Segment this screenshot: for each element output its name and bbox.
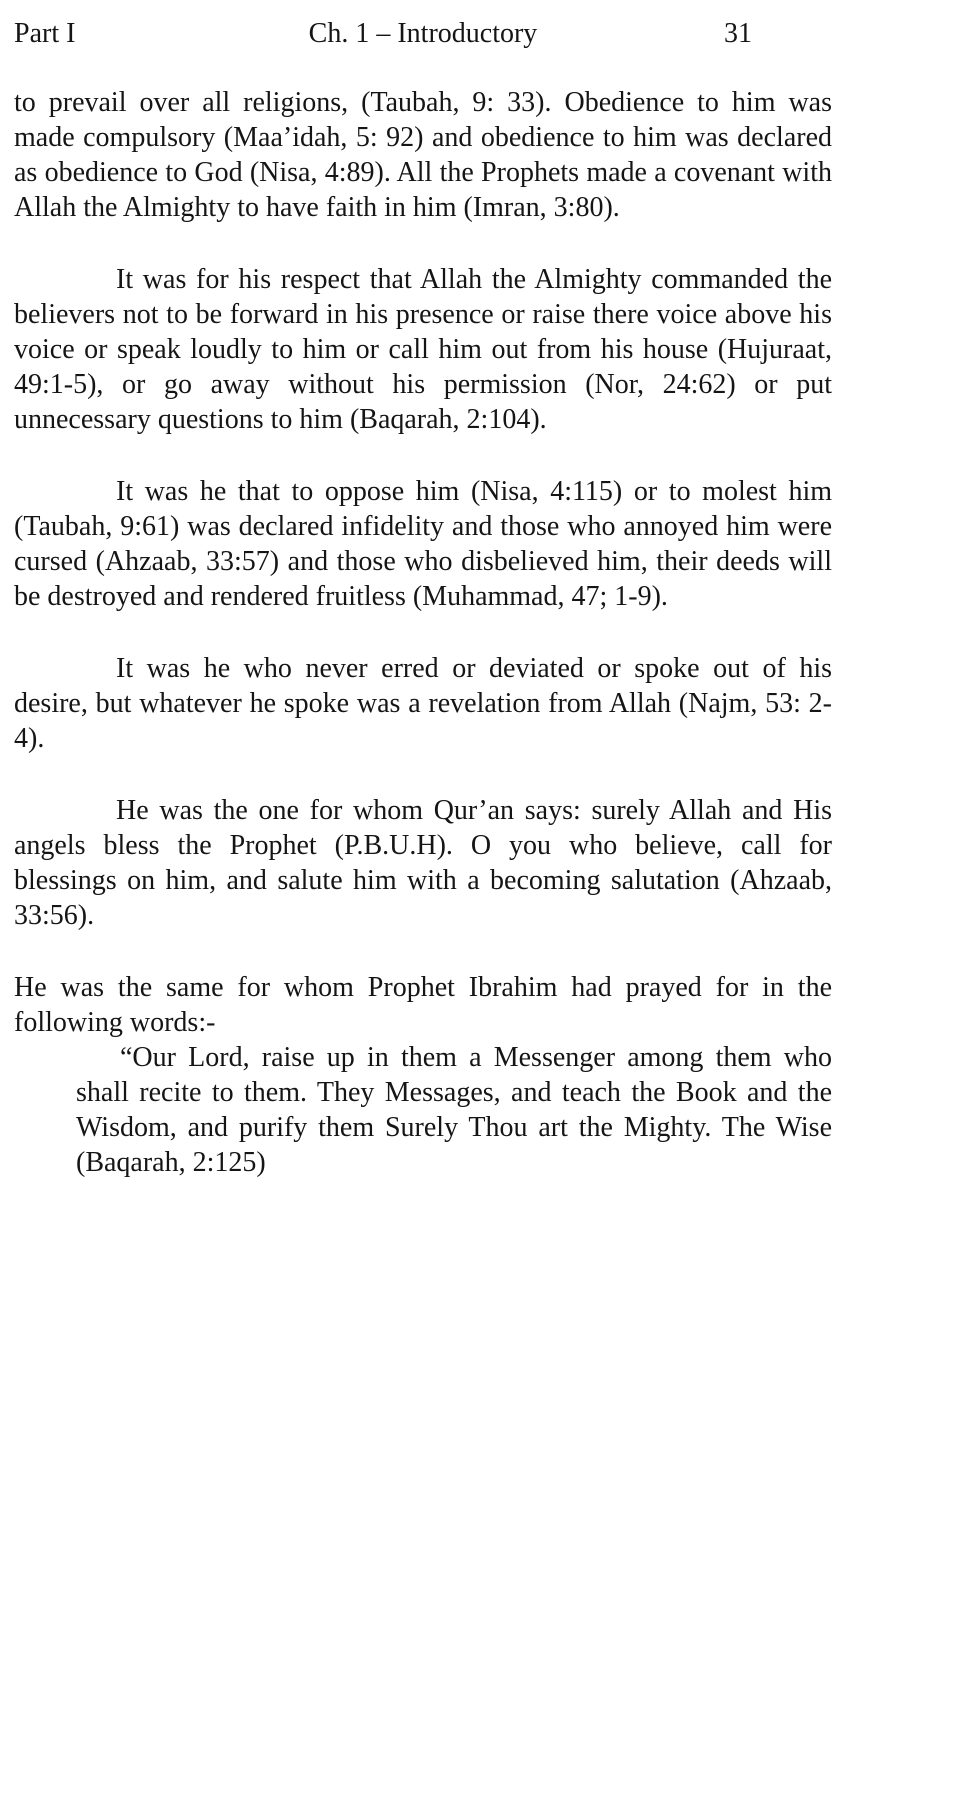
- page-body: [14, 85, 832, 1180]
- quote-block: “Our Lord, raise up in them a Messenger among them who shall recite to them. They Messages, and teach the Book and the Wisdom, and purify them Surely Thou art the Mighty. The Wise (Baqarah, 2:125): [76, 1042, 832, 1178]
- paragraph-lead-in: He was the same for whom Prophet Ibrahim had prayed for in the following words:-: [14, 972, 832, 1038]
- paragraph-continuation: to prevail over all religions, (Taubah, 9: 33). Obedience to him was made compulsory (Maa’idah, 5: 92) and obedience to him was declared as obedience to God (Nisa, 4:89). All the Prophets made a covenant with Allah the Almighty to have faith in him (Imran, 3:80).: [14, 87, 832, 223]
- page-header: [14, 16, 832, 51]
- paragraph: It was he who never erred or deviated or spoke out of his desire, but whatever he spoke was a revelation from Allah (Najm, 53: 2-4).: [14, 653, 832, 754]
- header-chapter-title: Ch. 1 – Introductory: [308, 18, 538, 49]
- header-part-label: Part I: [14, 18, 76, 49]
- paragraph: It was for his respect that Allah the Almighty commanded the believers not to be forward in his presence or raise there voice above his voice or speak loudly to him or call him out from his house (Hujuraat, 49:1-5), or go away without his permission (Nor, 24:62) or put unnecessary questions to him (Baqarah, 2:104).: [14, 264, 832, 435]
- paragraph: He was the one for whom Qur’an says: surely Allah and His angels bless the Prophet (P.B.U.H). O you who believe, call for blessings on him, and salute him with a becoming salutation (Ahzaab, 33:56).: [14, 795, 832, 931]
- paragraph: It was he that to oppose him (Nisa, 4:115) or to molest him (Taubah, 9:61) was declared infidelity and those who annoyed him were cursed (Ahzaab, 33:57) and those who disbelieved him, their deeds will be destroyed and rendered fruitless (Muhammad, 47; 1-9).: [14, 476, 832, 612]
- header-page-number: 31: [724, 18, 752, 49]
